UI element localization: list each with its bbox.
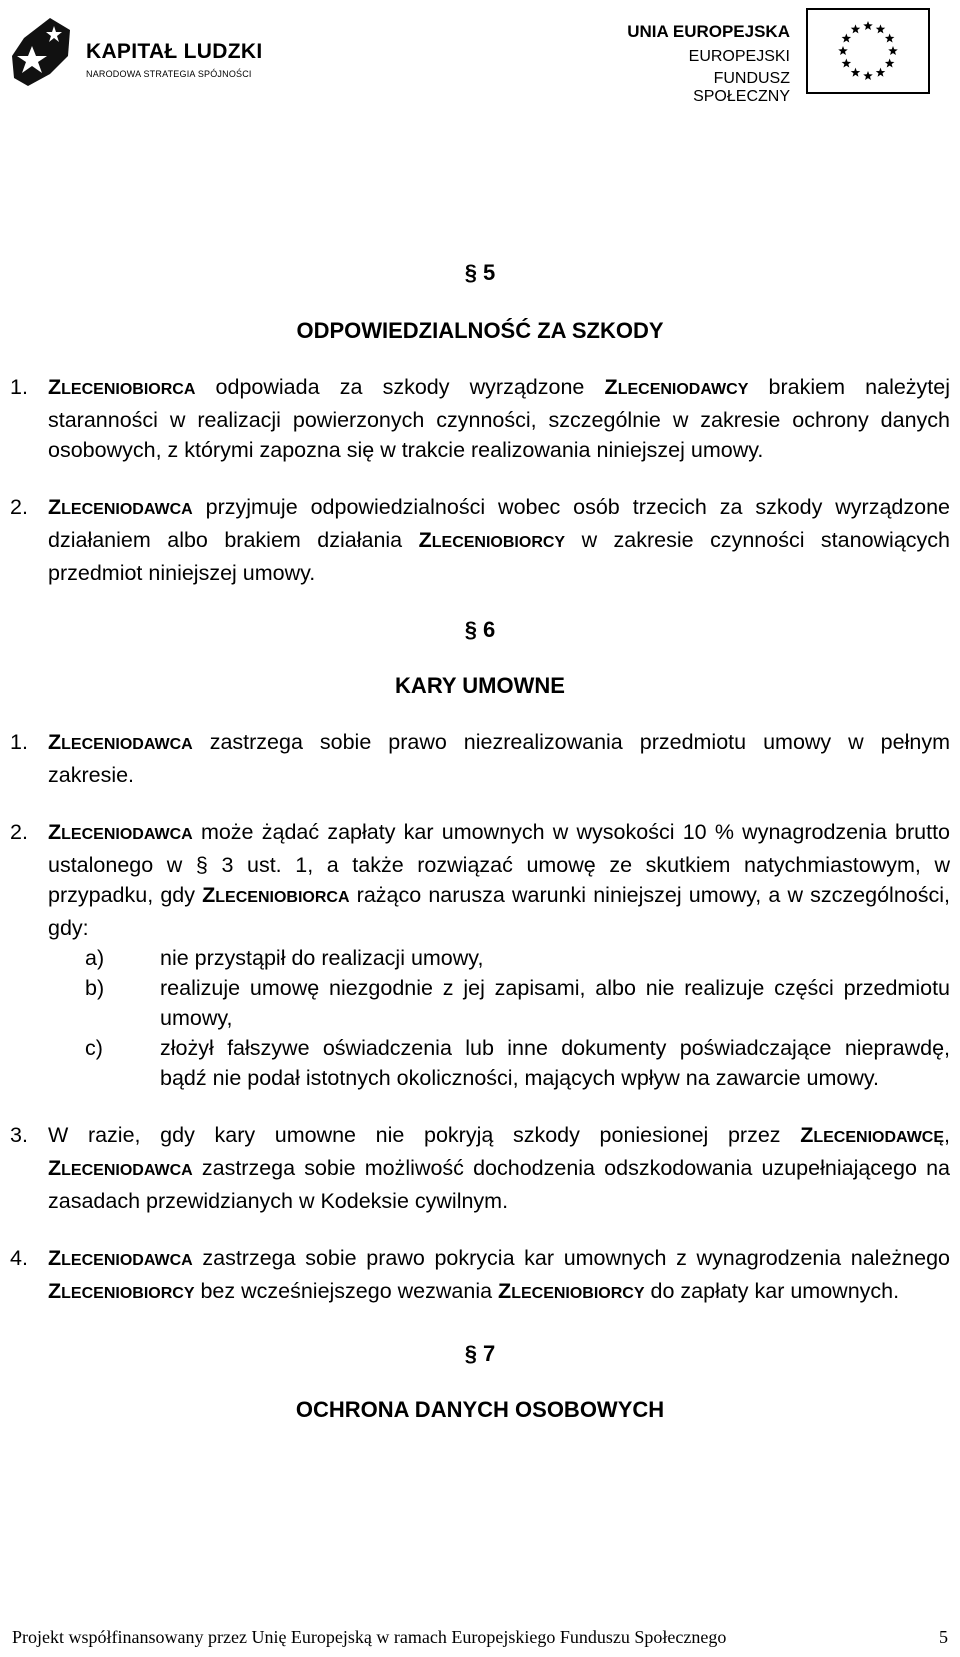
sub-item-a: a) nie przystąpił do realizacji umowy,	[85, 946, 484, 970]
eu-star-icon	[863, 21, 873, 30]
eu-star-icon	[885, 59, 895, 68]
eu-star-icon	[876, 24, 886, 33]
eu-logo	[620, 8, 940, 105]
eu-flag-icon	[806, 8, 930, 94]
sub-item-c: c) złożył fałszywe oświadczenia lub inne dokumenty poświadczające nieprawdę, bądź nie podał istotnych okoliczności, mających wpływ na zawarcie umowy.	[85, 1036, 950, 1090]
section-5-title: ODPOWIEDZIALNOŚĆ ZA SZKODY	[296, 318, 664, 343]
point-number: 1.	[10, 730, 28, 754]
point-number: 2.	[10, 495, 28, 519]
eu-logo-line2: EUROPEJSKI	[688, 48, 790, 65]
eu-star-icon	[885, 34, 895, 43]
s6-point-2: 2. ZLECENIODAWCA może żądać zapłaty kar umownych w wysokości 10 % wynagrodzenia brutto ustalonego w § 3 ust. 1, a także rozwiązać umowę ze skutkiem natychmiastowym, w przypadku, gdy ZLECENIOBIORCA rażąco narusza warunki niniejszej umowy, a w szczególności, gdy:	[10, 817, 950, 943]
term-zleceniodawca: ZLECENIODAWCA	[48, 730, 193, 754]
eu-star-icon	[888, 46, 898, 55]
eu-star-icon	[838, 46, 848, 55]
eu-star-icon	[851, 68, 861, 77]
page-footer	[12, 1627, 960, 1648]
point-number: 2.	[10, 820, 28, 844]
eu-star-icon	[842, 34, 852, 43]
term-zleceniodawca: ZLECENIODAWCA	[48, 1156, 193, 1180]
kapital-ludzki-star-icon	[10, 16, 74, 90]
term-zleceniodawca: ZLECENIODAWCA	[48, 820, 193, 844]
s6-point-4: 4. ZLECENIODAWCA zastrzega sobie prawo pokrycia kar umownych z wynagrodzenia należnego ZLECENIOBIORCY bez wcześniejszego wezwania ZLECENIOBIORCY do zapłaty kar umownych.	[10, 1243, 950, 1309]
s5-point-1: 1. ZLECENIOBIORCA odpowiada za szkody wyrządzone ZLECENIODAWCY brakiem należytej staranności w realizacji powierzonych czynności, szczególnie w zakresie ochrony danych osobowych, z którymi zapozna się w trakcie realizowania niniejszej umowy.	[10, 372, 950, 465]
eu-star-icon	[842, 59, 852, 68]
eu-star-icon	[876, 68, 886, 77]
eu-logo-line3: FUNDUSZ SPOŁECZNY	[693, 70, 790, 105]
eu-star-icon	[851, 24, 861, 33]
document-body	[10, 258, 950, 1425]
footer-text: Projekt współfinansowany przez Unię Europejską w ramach Europejskiego Funduszu Społecznego	[12, 1627, 727, 1647]
kapital-ludzki-title: KAPITAŁ LUDZKI	[86, 40, 263, 63]
term-zleceniodawca: ZLECENIODAWCA	[48, 1246, 193, 1270]
paragraph-5-sign: § 5	[464, 260, 496, 285]
s6-point-3: 3. W razie, gdy kary umowne nie pokryją szkody poniesionej przez ZLECENIODAWCĘ, ZLECENIODAWCA zastrzega sobie możliwość dochodzenia odszkodowania uzupełniającego na zasadach przewidzianych w Kodeksie cywilnym.	[10, 1120, 950, 1216]
term-zleceniobiorca: ZLECENIOBIORCA	[48, 375, 196, 399]
eu-star-icon	[863, 71, 873, 80]
paragraph-7-sign: § 7	[464, 1341, 496, 1366]
sub-item-b: b) realizuje umowę niezgodnie z jej zapisami, albo nie realizuje części przedmiotu umowy,	[85, 976, 950, 1030]
term-zleceniodawce: ZLECENIODAWCĘ	[800, 1123, 945, 1147]
point-number: 3.	[10, 1123, 28, 1147]
term-zleceniobiorcy: ZLECENIOBIORCY	[498, 1279, 645, 1303]
section-7-title: OCHRONA DANYCH OSOBOWYCH	[295, 1397, 665, 1422]
term-zleceniodawcy: ZLECENIODAWCY	[604, 375, 749, 399]
term-zleceniobiorcy: ZLECENIOBIORCY	[48, 1279, 195, 1303]
kapital-ludzki-logo	[10, 16, 270, 90]
s5-point-2: 2. ZLECENIODAWCA przyjmuje odpowiedzialności wobec osób trzecich za szkody wyrządzone działaniem albo brakiem działania ZLECENIOBIORCY w zakresie czynności stanowiących przedmiot niniejszej umowy.	[10, 492, 950, 588]
term-zleceniobiorcy: ZLECENIOBIORCY	[418, 528, 566, 552]
section-6-title: KARY UMOWNE	[395, 673, 565, 698]
point-number: 4.	[10, 1246, 28, 1270]
kapital-ludzki-subtitle: NARODOWA STRATEGIA SPÓJNOŚCI	[86, 69, 252, 79]
term-zleceniobiorca: ZLECENIOBIORCA	[202, 883, 350, 907]
eu-logo-line1: UNIA EUROPEJSKA	[627, 22, 790, 41]
s6-point-1: 1. ZLECENIODAWCA zastrzega sobie prawo niezrealizowania przedmiotu umowy w pełnym zakresie.	[10, 727, 950, 790]
page-number: 5	[939, 1627, 948, 1647]
point-number: 1.	[10, 375, 28, 399]
term-zleceniodawca: ZLECENIODAWCA	[48, 495, 193, 519]
paragraph-6-sign: § 6	[464, 617, 496, 642]
